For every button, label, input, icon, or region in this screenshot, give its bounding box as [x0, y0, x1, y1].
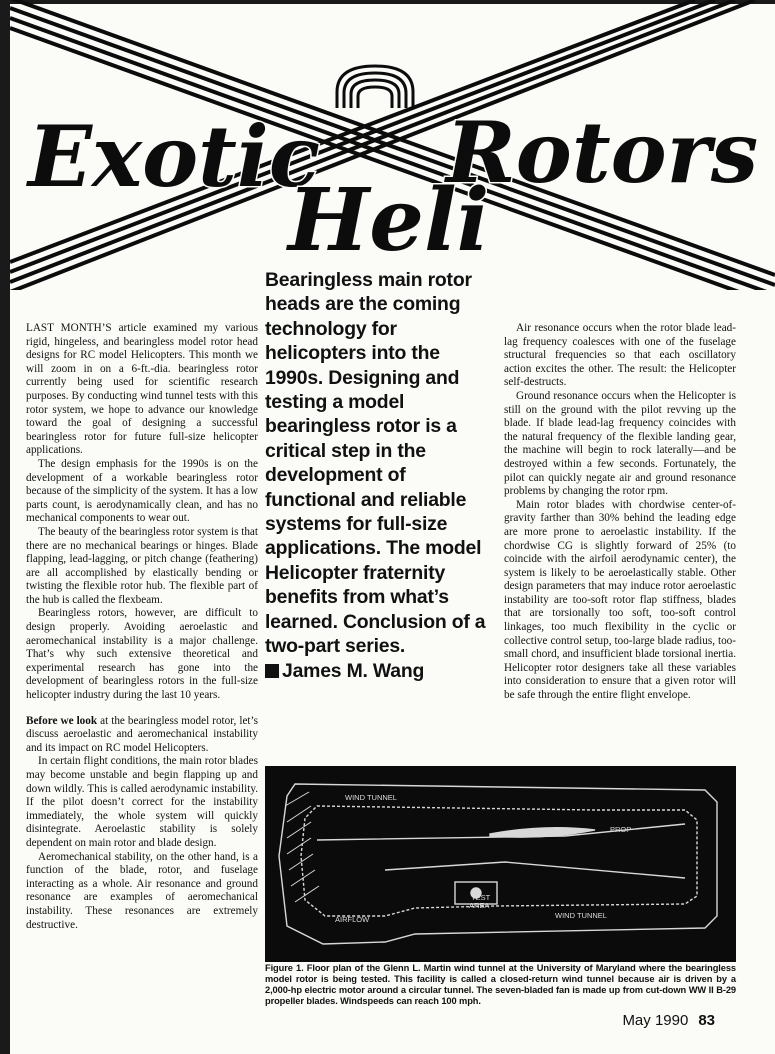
paragraph: In certain flight conditions, the main rotor blades may become unstable and begin flapping up and down wildly. This is called aerodynamic instability. If the pilot doesn’t correct for the instability immediately, the whole system will quickly disintegrate. Aeroelastic stability is solely dependent on main rotor and blade design. [26, 755, 258, 849]
label-test: TEST [471, 893, 491, 902]
rotor-hub-arches [337, 66, 413, 108]
label-wind-tunnel: WIND TUNNEL [345, 793, 397, 802]
byline [265, 659, 497, 683]
wind-tunnel-figure [265, 766, 736, 962]
tunnel-inner-wall [301, 806, 697, 916]
label-prop: PROP [610, 825, 632, 834]
byline-square-icon [265, 664, 279, 678]
run-in-lead: Before we look [26, 714, 98, 727]
title-heli: Heli [288, 170, 490, 271]
wind-tunnel-diagram [265, 766, 736, 962]
paragraph: The design emphasis for the 1990s is on the development of a workable bearingless rotor because of the simplicity of the system. It has a low parts count, is aerodynamically clean, and has no mechanical components to wear out. [26, 457, 258, 525]
paragraph: Aeromechanical stability, on the other hand, is a function of the blade, rotor, and fuselage interacting as a whole. Air resonance and ground resonance are examples of aeromechanical instability. These resonances are extremely destructive. [26, 850, 258, 931]
paragraph: Bearingless rotors, however, are difficult to design properly. Avoiding aeroelastic and aeromechanical instability is a major challenge. That’s why such extensive theoretical and experimental research has gone into the development of bearingless rotors in the full-size helicopter industry during the last 10 years. [26, 607, 258, 702]
figure-caption: Figure 1. Floor plan of the Glenn L. Martin wind tunnel at the University of Maryland where the bearingless model rotor is being tested. This facility is called a closed-return wind tunnel because air is driven by a 2,000-hp electric motor around a circular tunnel. The seven-bladed fan is made up from cut-down WW II B-29 propeller blades. Windspeeds can reach 100 mph. [265, 963, 736, 1006]
column-right [504, 322, 736, 703]
paragraph: Air resonance occurs when the rotor blade lead-lag frequency coalesces with one of the fuselage structural frequencies so that each oscillatory action excites the other. The result: the Helicopter self-destructs. [504, 322, 736, 389]
label-airflow: AIRFLOW [335, 915, 370, 924]
author-name: James M. Wang [282, 659, 425, 682]
page-footer [622, 1012, 715, 1029]
prop-airfoil [490, 828, 595, 837]
paragraph: Ground resonance occurs when the Helicopter is still on the ground with the pilot revving up the blade. If blade lead-lag frequency coincides with the natural frequency of the flexible landing gear, the machine will begin to rock laterally—and be destroyed within a few seconds. Fortunately, the pilot can quickly negate air and ground resonance problems by changing the rotor rpm. [504, 389, 736, 498]
deck-text: Bearingless main rotor heads are the coming technology for helicopters into the 1990s. Designing and testing a model bearingless rotor is a critical step in the development of functional and reliable systems for full-size applications. The model Helicopter fraternity benefits from what’s learned. Conclusion of a two-part series. [265, 269, 486, 658]
paragraph: Main rotor blades with chordwise center-of-gravity farther than 30% behind the leading edge are more prone to aeroelastic instability. If the chordwise CG is slightly forward of 25% (to coincide with the airfoil aerodynamic center), the system is likely to be aeroelastically stable. Other design parameters that may induce rotor aeroelastic instability are too-soft rotor flap stiffness, blades that are torsionally too soft, too-soft control linkages, too much flexibility in the cyclic or collective control setup, too-large blade radius, too-small chord, and insufficient blade torsional inertia. Helicopter rotor designers take all these variables into consideration to ensure that a given rotor will be safe through the entire flight envelope. [504, 498, 736, 702]
title-rotors: Rotors [446, 103, 759, 202]
return-duct-lower [385, 862, 685, 878]
label-wind-tunnel-2: WIND TUNNEL [555, 911, 607, 920]
title-exotic: Exotic [28, 107, 320, 206]
page-number: 83 [698, 1012, 715, 1029]
paragraph-text: at the bearingless model rotor, let’s discuss aeroelastic and aeromechanical instability and its impact on RC model Helicopters. [26, 714, 258, 754]
article-deck [265, 268, 497, 683]
paragraph: The beauty of the bearingless rotor system is that there are no mechanical bearings or hinges. Blade flapping, lead-lagging, or pitch change (feathering) are all accomplished by elastically bending or twisting the flexible rotor hub. The flexible part of the hub is called the flexbeam. [26, 525, 258, 606]
paragraph: LAST MONTH’S article examined my various rigid, hingeless, and bearingless model rotor head designs for RC model Helicopters. This month we will zoom in on a 6-ft.-dia. bearingless rotor currently being used for scientific research purposes. By conducting wind tunnel tests with this rotor system, we hope to advance our knowledge toward the goal of designing a successful bearingless rotor for future full-size helicopter applications. [26, 322, 258, 457]
label-area: AREA [469, 901, 490, 910]
paragraph [26, 715, 258, 756]
title-art [10, 0, 775, 290]
issue-date: May 1990 [622, 1012, 689, 1029]
column-left [26, 322, 258, 932]
